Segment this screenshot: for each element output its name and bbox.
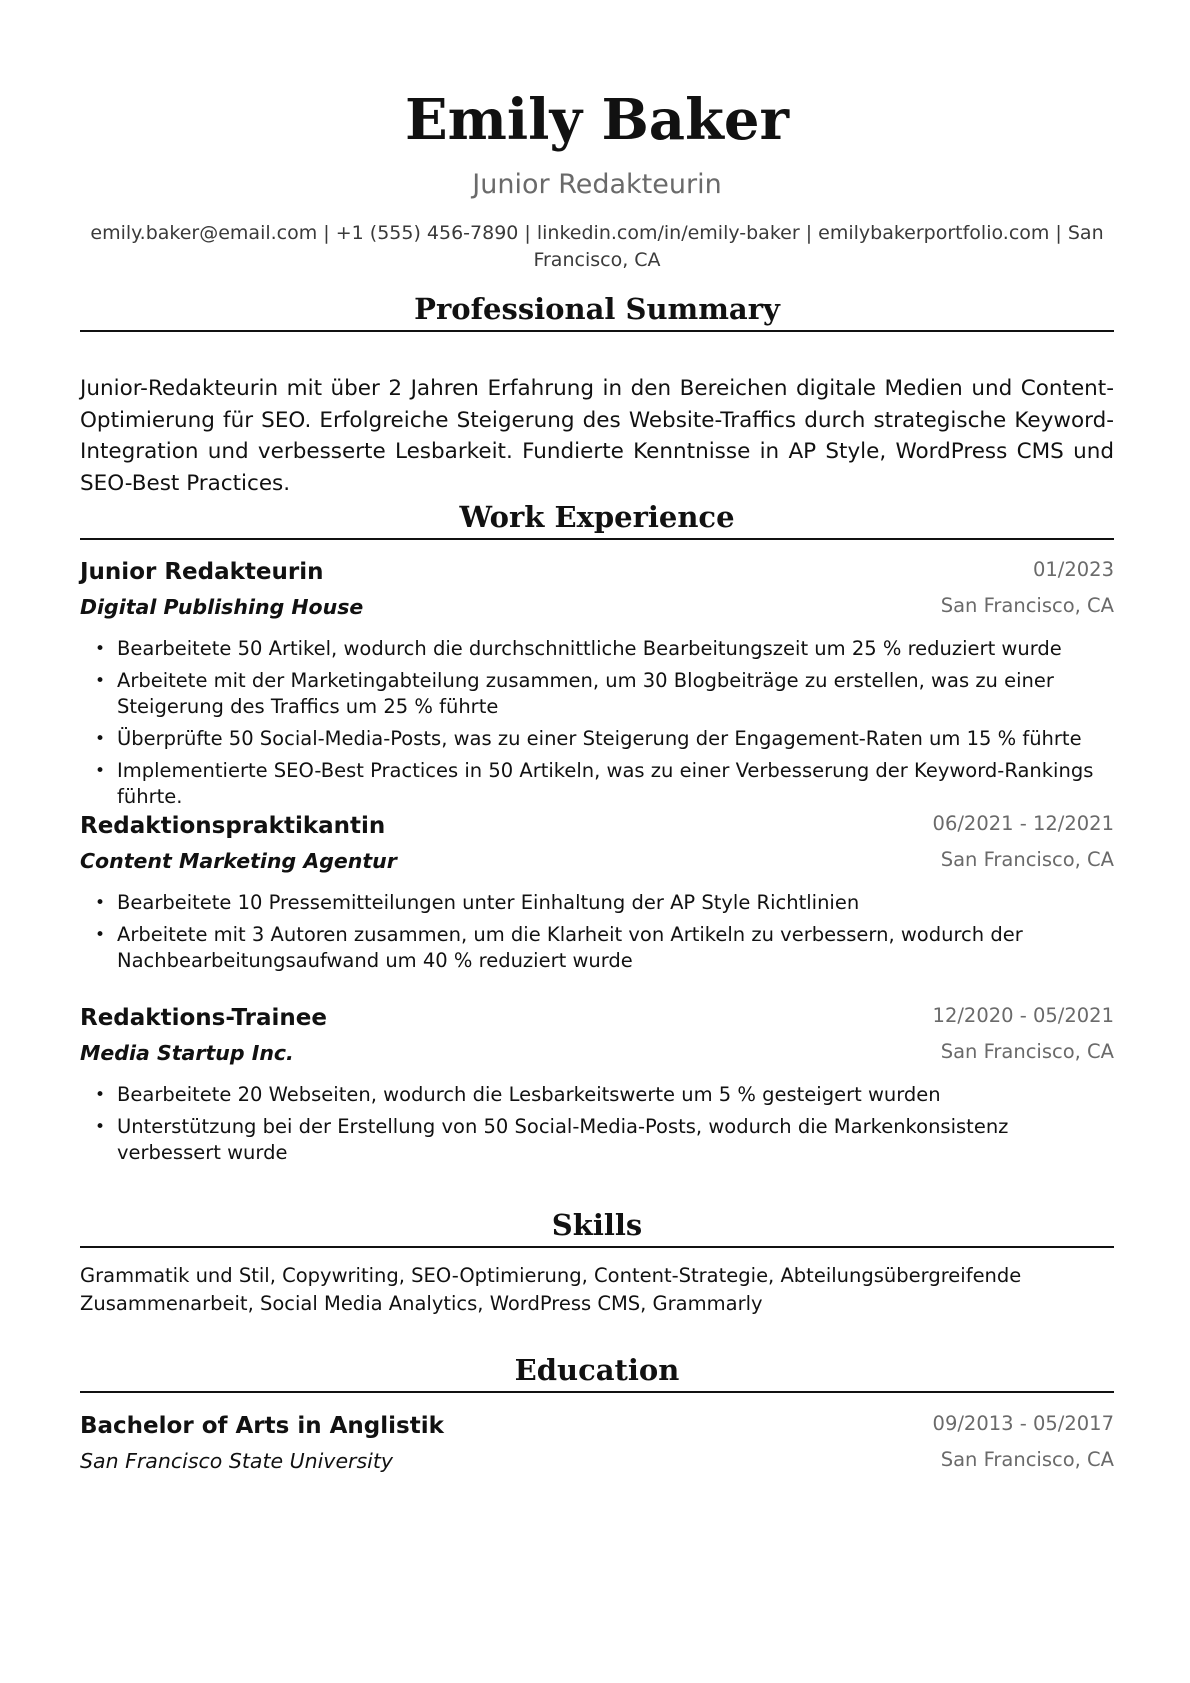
job-title: Redaktions-Trainee bbox=[80, 1005, 327, 1031]
bullet-item: • Überprüfte 50 Social-Media-Posts, was zu einer Steigerung der Engagement-Raten um 15 % führte bbox=[80, 726, 1114, 752]
contact-info: emily.baker@email.com | +1 (555) 456-7890 | linkedin.com/in/emily-baker | emilybakerportfolio.com | San Francisco, CA bbox=[90, 222, 1104, 271]
job-entry bbox=[80, 556, 1114, 628]
bullet-item: • Arbeitete mit der Marketingabteilung zusammen, um 30 Blogbeiträge zu erstellen, was zu einer Steigerung des Traffics um 25 % führte bbox=[80, 668, 1114, 720]
job-bullets bbox=[80, 1082, 1114, 1172]
job-location: San Francisco, CA bbox=[940, 1040, 1114, 1063]
skills-list: Grammatik und Stil, Copywriting, SEO-Optimierung, Content-Strategie, Abteilungsübergreifende Zusammenarbeit, Social Media Analytics, WordPress CMS, Grammarly bbox=[80, 1264, 1022, 1315]
section-title-summary: Professional Summary bbox=[414, 292, 780, 326]
job-company: Media Startup Inc. bbox=[80, 1041, 294, 1065]
section-divider bbox=[80, 330, 1114, 332]
education-degree: Bachelor of Arts in Anglistik bbox=[80, 1413, 444, 1439]
job-title: Redaktionspraktikantin bbox=[80, 813, 386, 839]
job-company: Digital Publishing House bbox=[80, 595, 364, 619]
job-bullets bbox=[80, 890, 1114, 980]
job-entry bbox=[80, 1002, 1114, 1074]
job-date: 06/2021 - 12/2021 bbox=[932, 812, 1114, 835]
section-title-skills: Skills bbox=[551, 1208, 643, 1242]
education-date: 09/2013 - 05/2017 bbox=[932, 1412, 1114, 1435]
job-date: 12/2020 - 05/2021 bbox=[932, 1004, 1114, 1027]
education-location: San Francisco, CA bbox=[940, 1448, 1114, 1471]
candidate-name: Emily Baker bbox=[404, 87, 790, 153]
education-entry bbox=[80, 1410, 1114, 1482]
job-bullets bbox=[80, 636, 1114, 816]
job-title: Junior Redakteurin bbox=[80, 559, 324, 585]
job-date: 01/2023 bbox=[1032, 558, 1114, 581]
education-school: San Francisco State University bbox=[80, 1449, 394, 1473]
job-location: San Francisco, CA bbox=[940, 848, 1114, 871]
section-divider bbox=[80, 1246, 1114, 1248]
section-title-experience: Work Experience bbox=[459, 500, 735, 534]
section-divider bbox=[80, 538, 1114, 540]
bullet-item: • Bearbeitete 10 Pressemitteilungen unter Einhaltung der AP Style Richtlinien bbox=[80, 890, 1114, 916]
bullet-item: • Implementierte SEO-Best Practices in 50 Artikeln, was zu einer Verbesserung der Keyword-Rankings führte. bbox=[80, 758, 1114, 810]
candidate-title: Junior Redakteurin bbox=[472, 169, 722, 200]
bullet-item: • Bearbeitete 50 Artikel, wodurch die durchschnittliche Bearbeitungszeit um 25 % reduziert wurde bbox=[80, 636, 1114, 662]
section-divider bbox=[80, 1391, 1114, 1393]
summary-text: Junior-Redakteurin mit über 2 Jahren Erfahrung in den Bereichen digitale Medien und Content-Optimierung für SEO. Erfolgreiche Steigerung des Website-Traffics durch strategische Keyword-Integration und verbesserte Lesbarkeit. Fundierte Kenntnisse in AP Style, WordPress CMS und SEO-Best Practices. bbox=[80, 376, 1114, 496]
job-entry bbox=[80, 810, 1114, 882]
bullet-item: • Unterstützung bei der Erstellung von 50 Social-Media-Posts, wodurch die Markenkonsistenz verbessert wurde bbox=[80, 1114, 1114, 1166]
job-location: San Francisco, CA bbox=[940, 594, 1114, 617]
bullet-item: • Bearbeitete 20 Webseiten, wodurch die Lesbarkeitswerte um 5 % gesteigert wurden bbox=[80, 1082, 1114, 1108]
bullet-item: • Arbeitete mit 3 Autoren zusammen, um die Klarheit von Artikeln zu verbessern, wodurch der Nachbearbeitungsaufwand um 40 % reduziert wurde bbox=[80, 922, 1114, 974]
section-title-education: Education bbox=[514, 1353, 680, 1387]
job-company: Content Marketing Agentur bbox=[80, 849, 397, 873]
